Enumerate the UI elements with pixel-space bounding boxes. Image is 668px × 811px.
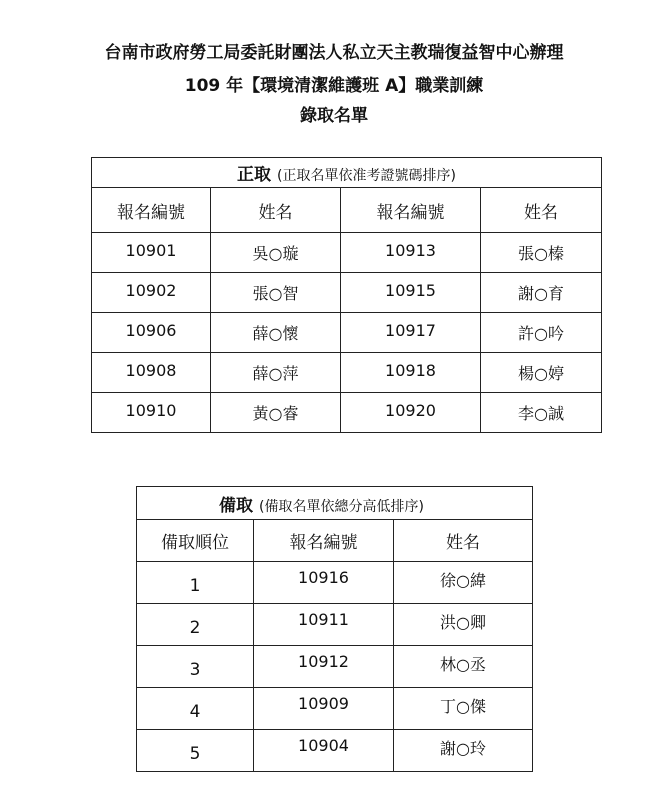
reg-no-cell: 10917	[341, 313, 481, 353]
reg-no-cell: 10904	[254, 730, 394, 772]
reg-no-cell: 10920	[341, 393, 481, 433]
rank-cell: 3	[137, 646, 254, 688]
reg-no-cell: 10913	[341, 233, 481, 273]
column-header-name: 姓名	[481, 188, 602, 233]
reg-no-cell: 10906	[92, 313, 211, 353]
name-cell: 李○誠	[481, 393, 602, 433]
main-table-note: (正取名單依准考證號碼排序)	[277, 168, 456, 184]
list-title: 錄取名單	[300, 106, 368, 126]
reg-no-cell: 10901	[92, 233, 211, 273]
column-header-name: 姓名	[211, 188, 341, 233]
rank-cell: 5	[137, 730, 254, 772]
name-cell: 徐○緯	[394, 562, 533, 604]
name-cell: 薛○萍	[211, 353, 341, 393]
table-row	[137, 646, 533, 688]
column-header-reg-no: 報名編號	[92, 188, 211, 233]
waitlist-table-caption	[137, 487, 533, 520]
main-table-title: 正取	[237, 165, 272, 185]
table-row	[92, 313, 602, 353]
name-cell: 薛○懷	[211, 313, 341, 353]
reg-no-cell: 10916	[254, 562, 394, 604]
reg-no-cell: 10911	[254, 604, 394, 646]
table-row	[92, 393, 602, 433]
name-cell: 張○智	[211, 273, 341, 313]
rank-cell: 4	[137, 688, 254, 730]
reg-no-cell: 10912	[254, 646, 394, 688]
rank-cell: 1	[137, 562, 254, 604]
main-admission-table	[91, 157, 602, 433]
table-row	[137, 730, 533, 772]
table-row	[137, 562, 533, 604]
name-cell: 張○榛	[481, 233, 602, 273]
name-cell: 洪○卿	[394, 604, 533, 646]
name-cell: 許○吟	[481, 313, 602, 353]
column-header-reg-no: 報名編號	[341, 188, 481, 233]
waitlist-table-title: 備取	[219, 495, 253, 516]
org-title: 台南市政府勞工局委託財團法人私立天主教瑞復益智中心辦理	[104, 43, 564, 63]
table-row	[92, 273, 602, 313]
column-header-reg-no: 報名編號	[254, 520, 394, 562]
rank-cell: 2	[137, 604, 254, 646]
table-row	[92, 353, 602, 393]
main-table-caption	[92, 158, 602, 188]
waitlist-table	[136, 486, 533, 772]
reg-no-cell: 10915	[341, 273, 481, 313]
column-header-rank: 備取順位	[137, 520, 254, 562]
column-header-name: 姓名	[394, 520, 533, 562]
name-cell: 謝○育	[481, 273, 602, 313]
name-cell: 黃○睿	[211, 393, 341, 433]
name-cell: 楊○婷	[481, 353, 602, 393]
table-row	[137, 688, 533, 730]
name-cell: 謝○玲	[394, 730, 533, 772]
table-row	[137, 604, 533, 646]
reg-no-cell: 10909	[254, 688, 394, 730]
reg-no-cell: 10902	[92, 273, 211, 313]
reg-no-cell: 10910	[92, 393, 211, 433]
reg-no-cell: 10908	[92, 353, 211, 393]
name-cell: 丁○傑	[394, 688, 533, 730]
table-row	[92, 233, 602, 273]
reg-no-cell: 10918	[341, 353, 481, 393]
waitlist-table-note: (備取名單依總分高低排序)	[259, 498, 424, 515]
name-cell: 吳○璇	[211, 233, 341, 273]
name-cell: 林○丞	[394, 646, 533, 688]
course-title: 109 年【環境清潔維護班 A】職業訓練	[184, 76, 484, 96]
